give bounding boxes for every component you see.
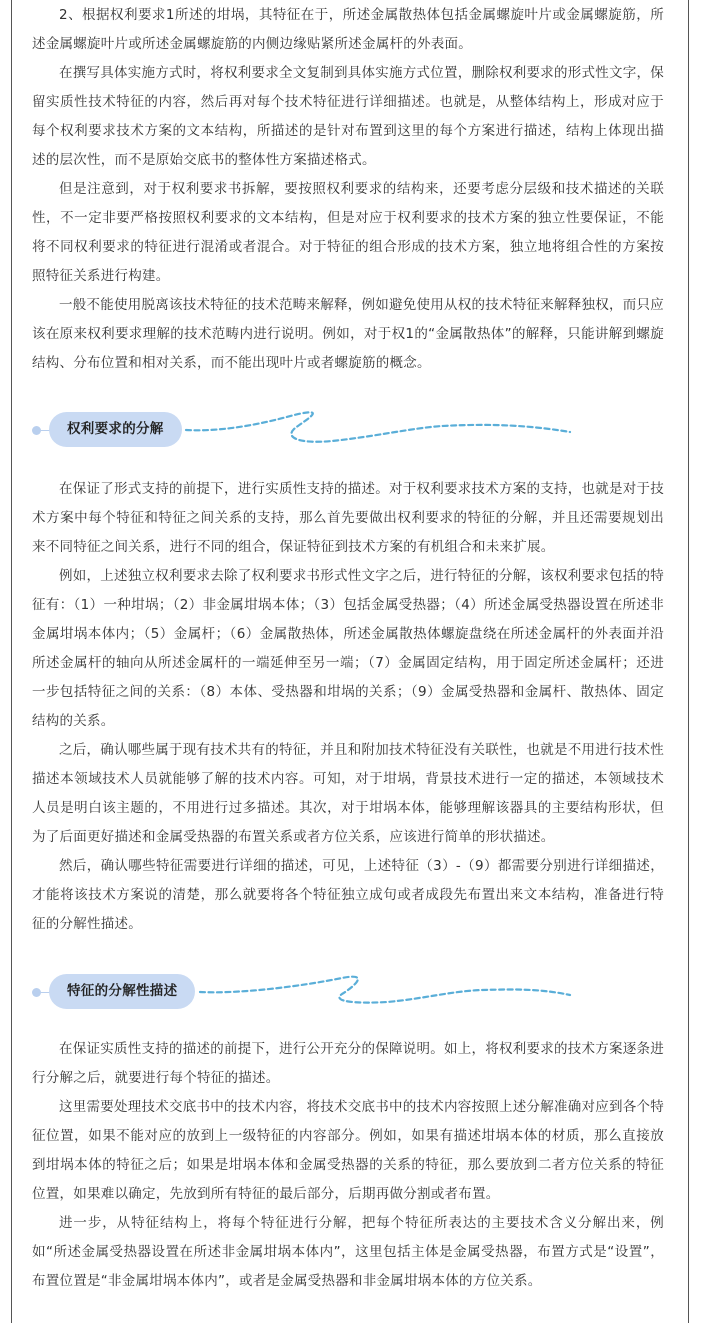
paragraph: 之后，确认哪些属于现有技术共有的特征，并且和附加技术特征没有关联性，也就是不用进行技术性描述本领域技术人员就能够了解的技术内容。可知，对于坩埚，背景技术进行一定的描述，本领域技术人员是明白该主题的，不用进行过多描述。其次，对于坩埚本体，能够理解该器具的主要结构形状，但为了后面更好描述和金属受热器的布置关系或者方位关系，应该进行简单的形状描述。 xyxy=(32,742,664,845)
paragraph: 但是注意到，对于权利要求书拆解，要按照权利要求的结构来，还要考虑分层级和技术描述的关联性，不一定非要严格按照权利要求的文本结构，但是对应于权利要求的技术方案的独立性要保证，不能将不同权利要求的特征进行混淆或者混合。对于特征的组合形成的技术方案，独立地将组合性的方案按照特征关系进行构建。 xyxy=(32,181,664,284)
paragraph: 然后，确认哪些特征需要进行详细的描述，可见，上述特征（3）-（9）都需要分别进行详细描述，才能将该技术方案说的清楚，那么就要将各个特征独立成句或者成段先布置出来文本结构，准备进行特征的分解性描述。 xyxy=(32,858,664,932)
paragraph: 在保证了形式支持的前提下，进行实质性支持的描述。对于权利要求技术方案的支持，也就是对于技术方案中每个特征和特征之间关系的支持，那么首先要做出权利要求的特征的分解，并且还需要规划出来不同特征之间关系，进行不同的组合，保证特征到技术方案的有机组合和未来扩展。 xyxy=(32,481,664,555)
wavy-line-decoration xyxy=(182,402,582,452)
section-heading-claims-decomposition xyxy=(32,408,664,452)
wavy-line-decoration xyxy=(182,964,582,1014)
paragraph: 在撰写具体实施方式时，将权利要求全文复制到具体实施方式位置，删除权利要求的形式性文字，保留实质性技术特征的内容，然后再对每个技术特征进行详细描述。也就是，从整体结构上，形成对应于每个权利要求技术方案的文本结构，所描述的是针对布置到这里的每个方案进行描述，结构上体现出描述的层次性，而不是原始交底书的整体性方案描述格式。 xyxy=(32,65,664,168)
paragraph: 在保证实质性支持的描述的前提下，进行公开充分的保障说明。如上，将权利要求的技术方案逐条进行分解之后，就要进行每个特征的描述。 xyxy=(32,1041,664,1086)
heading-dot-icon xyxy=(32,988,41,997)
section-title: 权利要求的分解 xyxy=(49,412,182,447)
heading-dot-icon xyxy=(32,426,41,435)
right-border-line xyxy=(688,0,689,1323)
section-heading-feature-description xyxy=(32,970,664,1014)
paragraph: 2、根据权利要求1所述的坩埚，其特征在于，所述金属散热体包括金属螺旋叶片或金属螺旋筋，所述金属螺旋叶片或所述金属螺旋筋的内侧边缘贴紧所述金属杆的外表面。 xyxy=(32,7,664,52)
paragraph: 进一步，从特征结构上，将每个特征进行分解，把每个特征所表达的主要技术含义分解出来，例如“所述金属受热器设置在所述非金属坩埚本体内”，这里包括主体是金属受热器，布置方式是“设置”，布置位置是“非金属坩埚本体内”，或者是金属受热器和非金属坩埚本体的方位关系。 xyxy=(32,1215,664,1289)
left-border-line xyxy=(11,0,12,1323)
section-title: 特征的分解性描述 xyxy=(49,974,195,1009)
article-body xyxy=(32,0,664,1296)
paragraph: 一般不能使用脱离该技术特征的技术范畴来解释，例如避免使用从权的技术特征来解释独权，而只应该在原来权利要求理解的技术范畴内进行说明。例如，对于权1的“金属散热体”的解释，只能讲解到螺旋结构、分布位置和相对关系，而不能出现叶片或者螺旋筋的概念。 xyxy=(32,297,664,371)
paragraph: 例如，上述独立权利要求去除了权利要求书形式性文字之后，进行特征的分解，该权利要求包括的特征有：（1）一种坩埚；（2）非金属坩埚本体；（3）包括金属受热器；（4）所述金属受热器设置在所述非金属坩埚本体内；（5）金属杆；（6）金属散热体，所述金属散热体螺旋盘绕在所述金属杆的外表面并沿所述金属杆的轴向从所述金属杆的一端延伸至另一端；（7）金属固定结构，用于固定所述金属杆；还进一步包括特征之间的关系：（8）本体、受热器和坩埚的关系；（9）金属受热器和金属杆、散热体、固定结构的关系。 xyxy=(32,568,664,729)
intro-block xyxy=(32,0,664,378)
section-1-body xyxy=(32,475,664,939)
section-2-body xyxy=(32,1035,664,1296)
paragraph: 这里需要处理技术交底书中的技术内容，将技术交底书中的技术内容按照上述分解准确对应到各个特征位置，如果不能对应的放到上一级特征的内容部分。例如，如果有描述坩埚本体的材质，那么直接放到坩埚本体的特征之后；如果是坩埚本体和金属受热器的关系的特征，那么要放到二者方位关系的特征位置，如果难以确定，先放到所有特征的最后部分，后期再做分割或者布置。 xyxy=(32,1099,664,1202)
